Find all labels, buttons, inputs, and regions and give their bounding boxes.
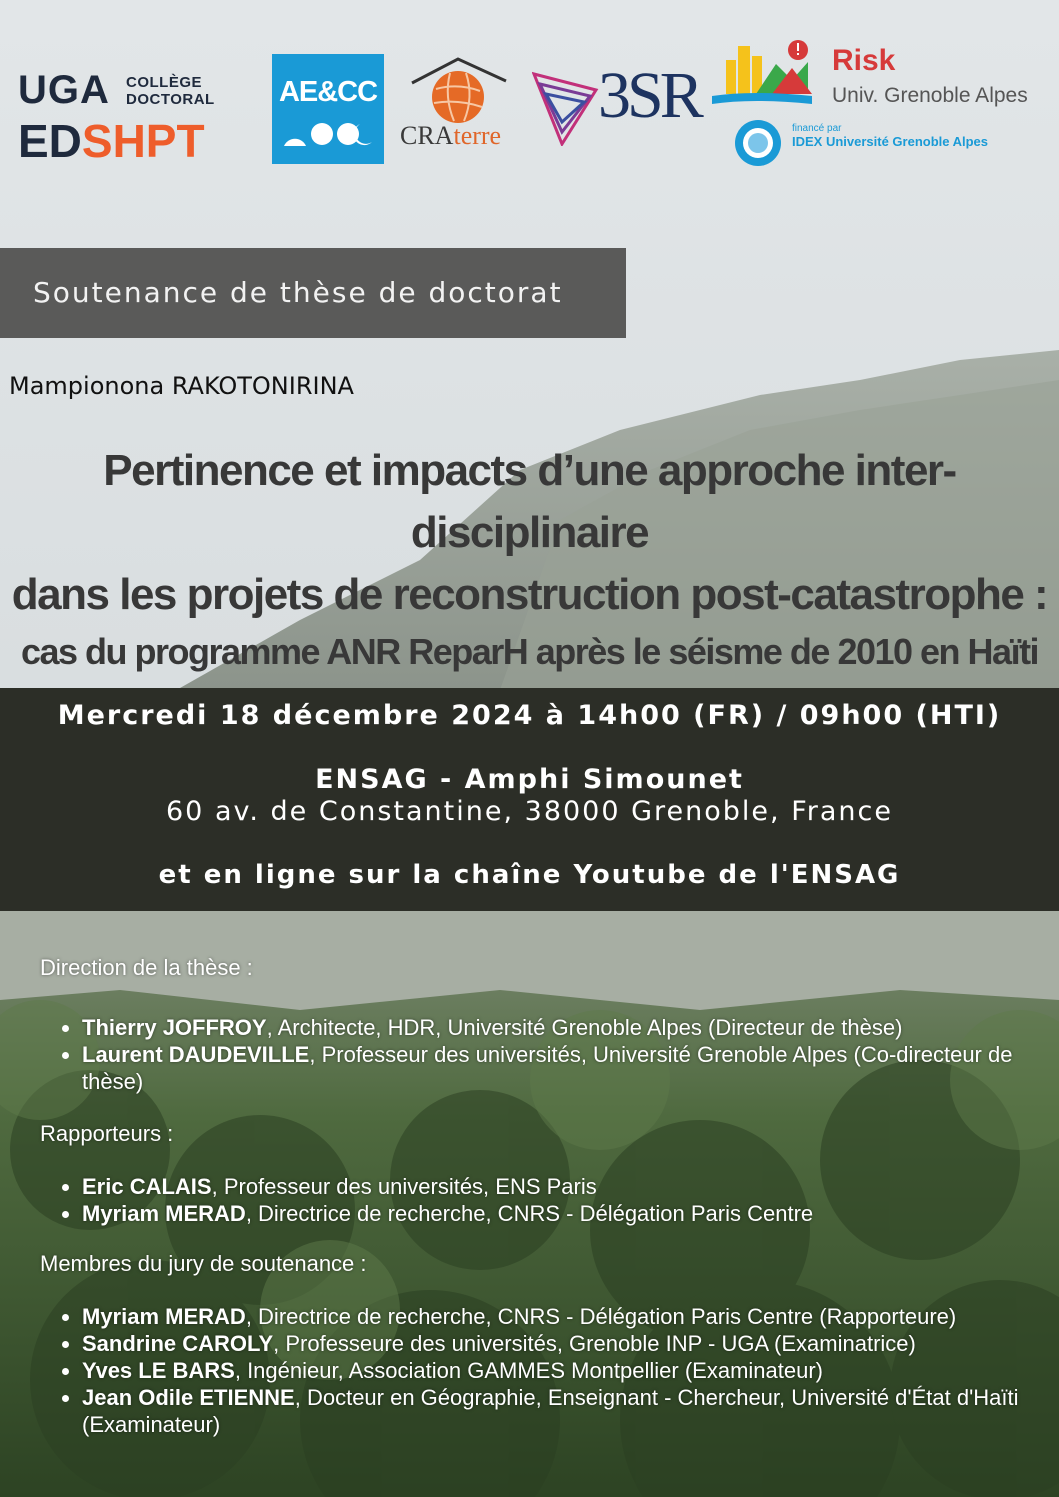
- edshpt-wordmark: [18, 115, 205, 167]
- risk-uga-logo: [712, 38, 1047, 168]
- terre-text: terre: [453, 121, 502, 150]
- thesis-title-line-1: Pertinence et impacts d’une approche inter-disciplinaire: [103, 446, 956, 557]
- craterre-globe-icon: [398, 55, 526, 125]
- 3sr-logo: [532, 59, 702, 156]
- member-role: , Directrice de recherche, CNRS - Délégation Paris Centre: [245, 1201, 814, 1226]
- member-name: Jean Odile ETIENNE: [82, 1385, 295, 1410]
- jury-section: [40, 955, 1055, 1438]
- event-address: 60 av. de Constantine, 38000 Grenoble, France: [166, 796, 893, 827]
- soutenance-title: Soutenance de thèse de doctorat: [33, 276, 563, 309]
- thesis-title-line-3: cas du programme ANR ReparH après le séisme de 2010 en Haïti: [20, 631, 1039, 672]
- member-name: Thierry JOFFROY: [82, 1015, 267, 1040]
- member-role: , Professeur des universités, Université Grenoble Alpes (Co-directeur de thèse): [82, 1042, 1013, 1094]
- member-role: , Directrice de recherche, CNRS - Délégation Paris Centre (Rapporteure): [245, 1304, 957, 1329]
- ed-text: ED: [18, 115, 82, 167]
- member-name: Myriam MERAD: [82, 1304, 246, 1329]
- cra-text: CRA: [400, 121, 454, 150]
- aecc-logo: [272, 54, 384, 164]
- event-venue: ENSAG - Amphi Simounet: [315, 764, 744, 795]
- soutenance-banner: [0, 248, 626, 338]
- shpt-text: SHPT: [81, 115, 205, 167]
- rapporteurs-heading: Rapporteurs :: [40, 1121, 174, 1146]
- list-item: [82, 1384, 1055, 1438]
- investissements-avenir-icon: [730, 118, 786, 168]
- member-role: , Architecte, HDR, Université Grenoble Alpes (Directeur de thèse): [266, 1015, 903, 1040]
- member-role: , Ingénieur, Association GAMMES Montpellier (Examinateur): [234, 1358, 823, 1383]
- idex-text: IDEX Université Grenoble Alpes: [792, 134, 989, 149]
- event-info-band: [0, 688, 1059, 911]
- thesis-title: [0, 440, 1059, 678]
- craterre-wordmark: [400, 121, 501, 151]
- uga-edshpt-logo: [18, 70, 233, 165]
- thesis-title-line-2: dans les projets de reconstruction post-catastrophe :: [11, 570, 1048, 619]
- list-item: [82, 1303, 1055, 1330]
- aecc-shapes-icon: [282, 118, 374, 148]
- direction-heading: Direction de la thèse :: [40, 955, 253, 980]
- event-date: Mercredi 18 décembre 2024 à 14h00 (FR) / 09h00 (HTI): [57, 700, 1002, 731]
- college-doctoral-label: [126, 74, 215, 108]
- idex-small-text: financé par: [792, 123, 842, 134]
- member-name: Myriam MERAD: [82, 1201, 246, 1226]
- list-item: [82, 1357, 1055, 1384]
- craterre-logo: [398, 55, 526, 155]
- 3sr-wordmark: 3SR: [598, 59, 700, 132]
- risk-buildings-icon: [712, 38, 822, 108]
- member-role: , Docteur en Géographie, Enseignant - Chercheur, Université d'État d'Haïti (Examinateur): [82, 1385, 1019, 1437]
- risk-subtitle: Univ. Grenoble Alpes: [832, 84, 1028, 107]
- list-item: [82, 1200, 1055, 1227]
- list-item: [82, 1041, 1055, 1095]
- event-online-note: et en ligne sur la chaîne Youtube de l'ENSAG: [158, 860, 901, 890]
- 3sr-triangles-icon: [532, 66, 602, 146]
- member-role: , Professeur des universités, ENS Paris: [211, 1174, 597, 1199]
- member-name: Laurent DAUDEVILLE: [82, 1042, 310, 1067]
- doctoral-text: DOCTORAL: [126, 91, 215, 108]
- member-name: Yves LE BARS: [82, 1358, 235, 1383]
- jury-heading: Membres du jury de soutenance :: [40, 1251, 367, 1276]
- list-item: [82, 1330, 1055, 1357]
- aecc-text: AE&CC: [278, 76, 378, 108]
- uga-wordmark: UGA: [18, 68, 110, 112]
- list-item: [82, 1014, 1055, 1041]
- list-item: [82, 1173, 1055, 1200]
- author-name: Mampionona RAKOTONIRINA: [9, 372, 354, 400]
- member-name: Sandrine CAROLY: [82, 1331, 274, 1356]
- direction-list: [40, 1014, 1055, 1095]
- member-role: , Professeure des universités, Grenoble INP - UGA (Examinatrice): [273, 1331, 916, 1356]
- jury-list: [40, 1303, 1055, 1438]
- risk-title: Risk: [832, 44, 896, 77]
- college-text: COLLÈGE: [126, 74, 203, 91]
- rapporteurs-list: [40, 1173, 1055, 1227]
- member-name: Eric CALAIS: [82, 1174, 212, 1199]
